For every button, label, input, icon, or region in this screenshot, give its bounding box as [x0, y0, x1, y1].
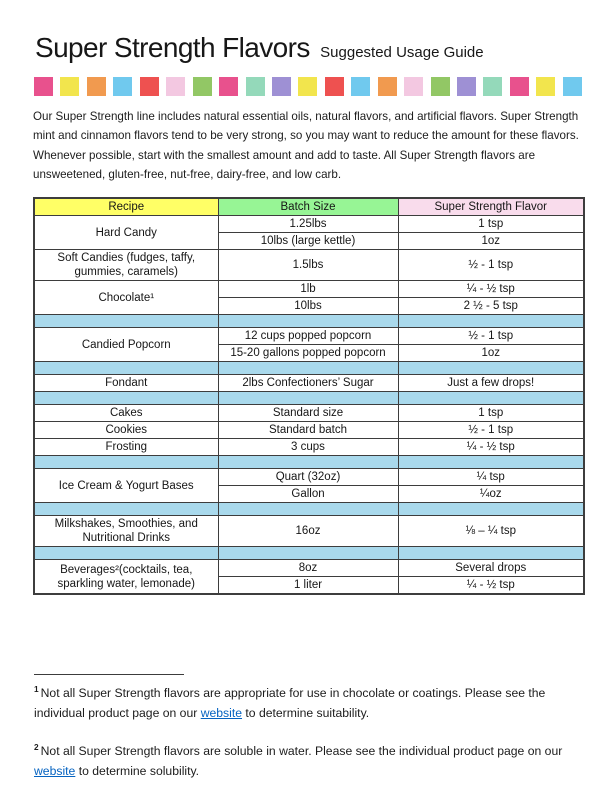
table-header-flavor: Super Strength Flavor	[398, 198, 584, 216]
flavor-amount-cell: ¼ - ½ tsp	[398, 281, 584, 298]
flavor-amount-cell: 2 ½ - 5 tsp	[398, 298, 584, 315]
website-link-1[interactable]: website	[200, 705, 243, 720]
separator-cell	[34, 362, 218, 375]
usage-table-body	[34, 216, 584, 595]
page-title: Super Strength Flavors	[35, 32, 310, 63]
table-header-batch-size: Batch Size	[218, 198, 398, 216]
recipe-cell: Frosting	[34, 439, 218, 456]
recipe-cell: Milkshakes, Smoothies, and Nutritional Drinks	[34, 516, 218, 547]
table-row	[34, 560, 584, 577]
recipe-cell: Soft Candies (fudges, taffy, gummies, caramels)	[34, 250, 218, 281]
flavor-amount-cell: ¼ tsp	[398, 469, 584, 486]
flavor-amount-cell: Several drops	[398, 560, 584, 577]
table-row	[34, 405, 584, 422]
color-swatch	[219, 77, 238, 96]
separator-cell	[34, 456, 218, 469]
flavor-amount-cell: 1oz	[398, 345, 584, 362]
recipe-cell: Candied Popcorn	[34, 328, 218, 362]
flavor-amount-cell: ½ - 1 tsp	[398, 422, 584, 439]
separator-cell	[218, 392, 398, 405]
color-swatch	[246, 77, 265, 96]
color-swatch	[113, 77, 132, 96]
batch-size-cell: 16oz	[218, 516, 398, 547]
color-swatch	[404, 77, 423, 96]
flavor-amount-cell: 1oz	[398, 233, 584, 250]
separator-cell	[34, 547, 218, 560]
table-row	[34, 439, 584, 456]
separator-cell	[218, 547, 398, 560]
color-swatch	[351, 77, 370, 96]
separator-cell	[398, 392, 584, 405]
separator-cell	[398, 315, 584, 328]
recipe-cell: Ice Cream & Yogurt Bases	[34, 469, 218, 503]
footnote-2-text-after: to determine solubility.	[75, 763, 200, 778]
footnote-1-marker: 1	[34, 684, 39, 695]
recipe-cell: Hard Candy	[34, 216, 218, 250]
flavor-amount-cell: Just a few drops!	[398, 375, 584, 392]
footnote-2-marker: 2	[34, 742, 39, 753]
flavor-amount-cell: ½ - 1 tsp	[398, 250, 584, 281]
batch-size-cell: 1 liter	[218, 577, 398, 595]
footnote-2-text: Not all Super Strength flavors are soluble in water. Please see the individual product page on our	[40, 744, 563, 759]
flavor-amount-cell: ½ - 1 tsp	[398, 328, 584, 345]
table-header-row	[34, 198, 584, 216]
table-row	[34, 216, 584, 233]
color-swatch	[60, 77, 79, 96]
color-swatch	[563, 77, 582, 96]
separator-cell	[218, 503, 398, 516]
recipe-cell: Beverages²(cocktails, tea, sparkling water, lemonade)	[34, 560, 218, 595]
color-swatch	[272, 77, 291, 96]
intro-paragraph: Our Super Strength line includes natural essential oils, natural flavors, and artificial flavors. Super Strength mint and cinnamon flavors tend to be very strong, so you may want to reduce the amount for these flavors. Whenever possible, start with the smallest amount and add to taste. All Super Strength flavors are unsweetened, gluten-free, nut-free, dairy-free, and low carb.	[33, 110, 579, 181]
separator-cell	[398, 547, 584, 560]
website-link-2[interactable]: website	[34, 763, 76, 778]
footnote-separator	[34, 674, 184, 675]
separator-cell	[398, 362, 584, 375]
separator-row	[34, 362, 584, 375]
separator-row	[34, 392, 584, 405]
recipe-cell: Cakes	[34, 405, 218, 422]
separator-cell	[398, 456, 584, 469]
color-swatch	[193, 77, 212, 96]
table-row	[34, 281, 584, 298]
batch-size-cell: 1.5lbs	[218, 250, 398, 281]
flavor-amount-cell: ¼ - ½ tsp	[398, 439, 584, 456]
batch-size-cell: 3 cups	[218, 439, 398, 456]
flavor-amount-cell: 1 tsp	[398, 405, 584, 422]
table-row	[34, 422, 584, 439]
footnote-2	[34, 742, 586, 781]
recipe-cell: Cookies	[34, 422, 218, 439]
separator-row	[34, 315, 584, 328]
footnote-1-text: Not all Super Strength flavors are appropriate for use in chocolate or coatings. Please see the individual product page on our	[34, 686, 546, 720]
batch-size-cell: 10lbs (large kettle)	[218, 233, 398, 250]
batch-size-cell: Gallon	[218, 486, 398, 503]
batch-size-cell: 15-20 gallons popped popcorn	[218, 345, 398, 362]
batch-size-cell: 8oz	[218, 560, 398, 577]
separator-row	[34, 547, 584, 560]
separator-cell	[34, 503, 218, 516]
footnotes-section	[34, 674, 583, 781]
color-swatch	[536, 77, 555, 96]
flavor-amount-cell: 1 tsp	[398, 216, 584, 233]
batch-size-cell: 2lbs Confectioners’ Sugar	[218, 375, 398, 392]
color-swatch	[510, 77, 529, 96]
recipe-cell: Fondant	[34, 375, 218, 392]
color-swatch	[457, 77, 476, 96]
color-swatch	[431, 77, 450, 96]
batch-size-cell: 12 cups popped popcorn	[218, 328, 398, 345]
usage-table	[33, 197, 585, 595]
batch-size-cell: 1lb	[218, 281, 398, 298]
color-swatch	[298, 77, 317, 96]
recipe-cell: Chocolate¹	[34, 281, 218, 315]
separator-cell	[34, 392, 218, 405]
color-swatch	[378, 77, 397, 96]
table-row	[34, 250, 584, 281]
color-strip	[34, 77, 582, 96]
footnote-1	[34, 684, 586, 723]
batch-size-cell: Quart (32oz)	[218, 469, 398, 486]
batch-size-cell: Standard size	[218, 405, 398, 422]
batch-size-cell: Standard batch	[218, 422, 398, 439]
batch-size-cell: 1.25lbs	[218, 216, 398, 233]
table-row	[34, 516, 584, 547]
color-swatch	[483, 77, 502, 96]
page-subtitle: Suggested Usage Guide	[320, 44, 484, 61]
title-row	[35, 32, 583, 64]
color-swatch	[140, 77, 159, 96]
footnote-1-text-after: to determine suitability.	[242, 705, 370, 720]
table-header-recipe: Recipe	[34, 198, 218, 216]
flavor-amount-cell: ¼ - ½ tsp	[398, 577, 584, 595]
color-swatch	[166, 77, 185, 96]
separator-cell	[218, 456, 398, 469]
separator-cell	[218, 315, 398, 328]
color-swatch	[87, 77, 106, 96]
separator-row	[34, 503, 584, 516]
flavor-amount-cell: ⅛ – ¼ tsp	[398, 516, 584, 547]
color-swatch	[34, 77, 53, 96]
table-row	[34, 469, 584, 486]
separator-cell	[398, 503, 584, 516]
separator-cell	[218, 362, 398, 375]
separator-row	[34, 456, 584, 469]
separator-cell	[34, 315, 218, 328]
batch-size-cell: 10lbs	[218, 298, 398, 315]
table-row	[34, 328, 584, 345]
table-row	[34, 375, 584, 392]
flavor-amount-cell: ¼oz	[398, 486, 584, 503]
color-swatch	[325, 77, 344, 96]
